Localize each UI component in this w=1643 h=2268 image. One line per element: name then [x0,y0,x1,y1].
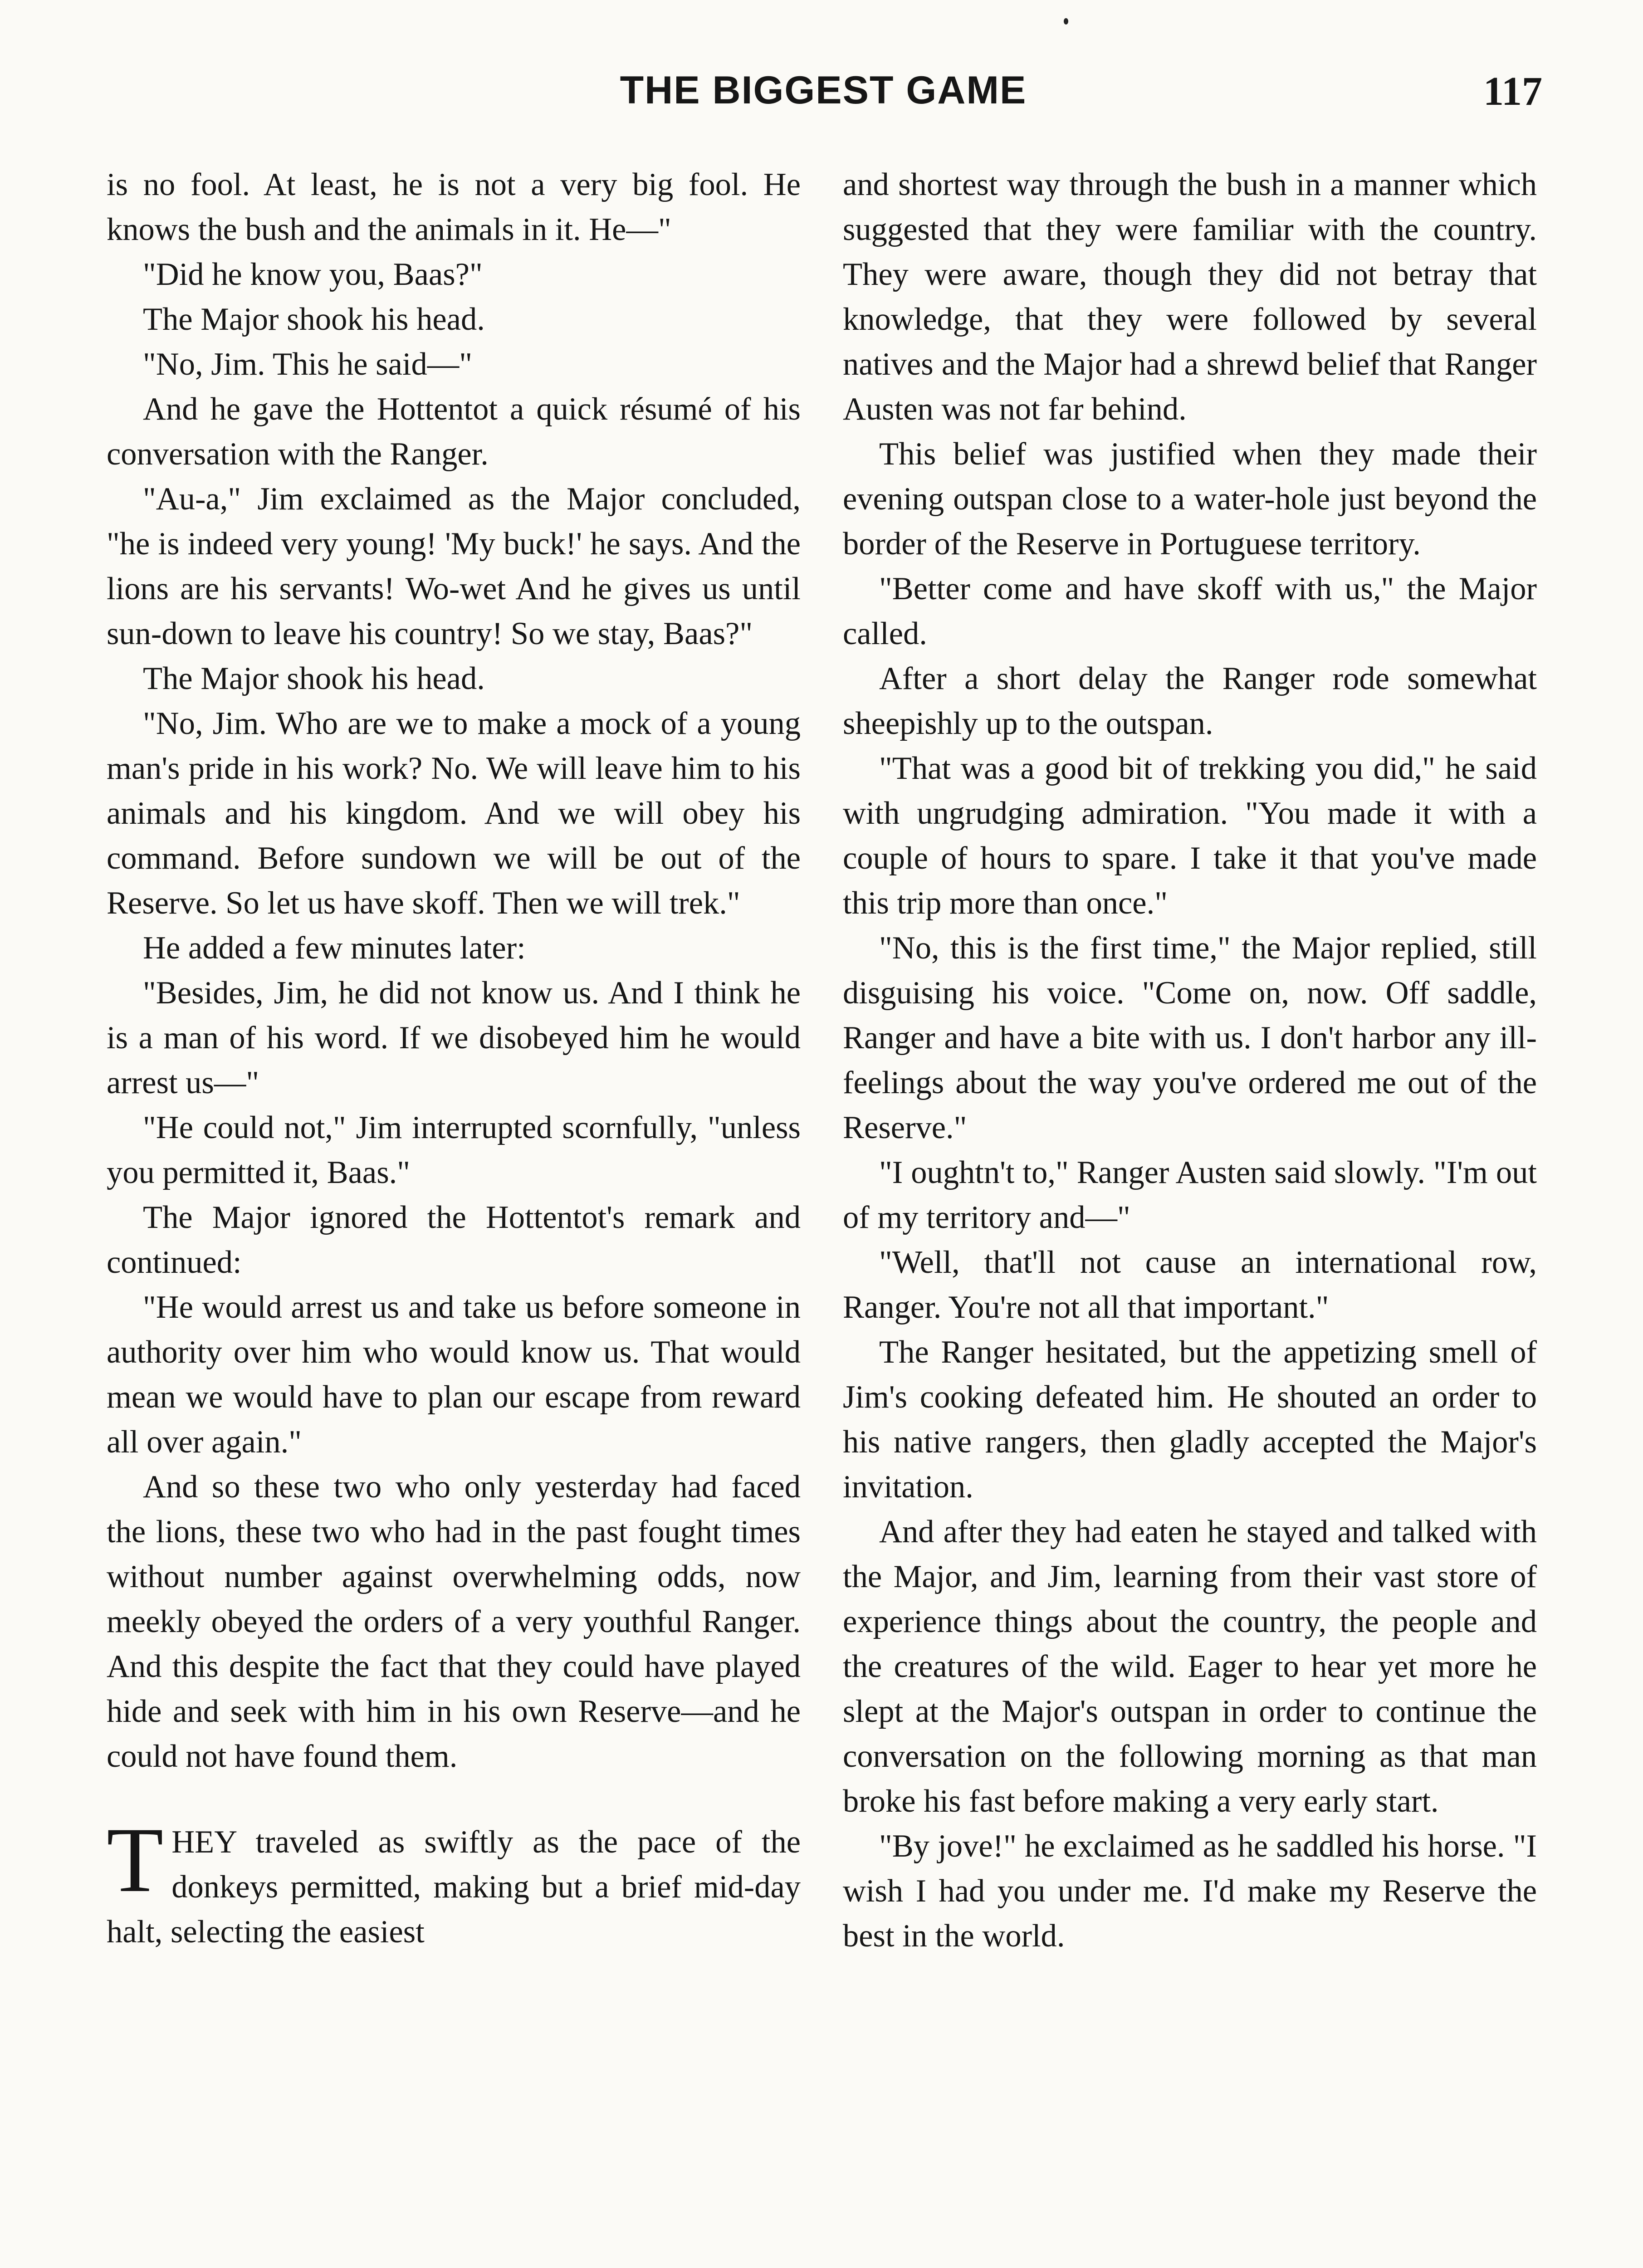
print-speck [1064,18,1068,24]
paragraph: "He could not," Jim interrupted scornfully, "unless you permitted it, Baas." [107,1110,801,1190]
paragraph: "By jove!" he exclaimed as he saddled his horse. "I wish I had you under me. I'd make my Reserve the best in the world. [843,1828,1537,1954]
paragraph: This belief was justified when they made their evening outspan close to a water-hole just beyond the border of the Reserve in Portuguese territory. [843,436,1537,562]
paragraph: The Major ignored the Hottentot's remark and continued: [107,1200,801,1280]
paragraph: He added a few minutes later: [143,930,526,966]
paragraph: After a short delay the Ranger rode somewhat sheepishly up to the outspan. [843,661,1537,741]
paragraph: and shortest way through the bush in a manner which suggested that they were familiar with the country. They were aware, though they did not betray that knowledge, that they were followed by several natives and the Major had a shrewd belief that Ranger Austen was not far behind. [843,167,1537,427]
paragraph: "Besides, Jim, he did not know us. And I think he is a man of his word. If we disobeyed him he would arrest us—" [107,975,801,1100]
paragraph: "That was a good bit of trekking you did," he said with ungrudging admiration. "You made it with a couple of hours to spare. I take it that you've made this trip more than once." [843,751,1537,921]
paragraph: And so these two who only yesterday had faced the lions, these two who had in the past fought times without number against overwhelming odds, now meekly obeyed the orders of a very youthful Ranger. And this despite the fact that they could have played hide and seek with him in his own Reserve—and he could not have found them. [107,1469,801,1774]
paragraph: "He would arrest us and take us before someone in authority over him who would know us. That would mean we would have to plan our escape from reward all over again." [107,1290,801,1460]
page-number: 117 [1483,69,1542,114]
drop-cap: T [107,1809,164,1911]
running-title: THE BIGGEST GAME [620,68,1027,112]
left-column [107,162,801,1955]
section-opening-paragraph [107,1809,801,1955]
paragraph: "I oughtn't to," Ranger Austen said slowly. "I'm out of my territory and—" [843,1155,1537,1235]
paragraph: And after they had eaten he stayed and talked with the Major, and Jim, learning from their vast store of experience things about the country, the people and the creatures of the wild. Eager to hear yet more he slept at the Major's outspan in order to continue the conversation on the following morning as that man broke his fast before making a very early start. [843,1514,1537,1819]
paragraph: The Major shook his head. [143,661,485,696]
paragraph: "Au-a," Jim exclaimed as the Major concluded, "he is indeed very young! 'My buck!' he says. And the lions are his servants! Wo-wet And he gives us until sun-down to leave his country! So we stay, Baas?" [107,481,801,651]
paragraph: "No, Jim. This he said—" [143,347,472,382]
paragraph: The Major shook his head. [143,302,485,337]
section-opening-text: HEY traveled as swiftly as the pace of the donkeys permitted, making but a brief mid-day halt, selecting the easiest [107,1824,801,1950]
paragraph: "Well, that'll not cause an international row, Ranger. You're not all that important." [843,1245,1537,1325]
paragraph: "No, this is the first time," the Major replied, still disguising his voice. "Come on, now. Off saddle, Ranger and have a bite with us. I don't harbor any ill-feelings about the way you've ordered me out of the Reserve." [843,930,1537,1145]
paragraph: "No, Jim. Who are we to make a mock of a young man's pride in his work? No. We will leave him to his animals and his kingdom. And we will obey his command. Before sundown we will be out of the Reserve. So let us have skoff. Then we will trek." [107,706,801,921]
paragraph: And he gave the Hottentot a quick résumé of his conversation with the Ranger. [107,391,801,472]
right-column [843,162,1537,1959]
paragraph: is no fool. At least, he is not a very big fool. He knows the bush and the animals in it. He—" [107,167,801,247]
page-header [104,68,1542,132]
paragraph: "Better come and have skoff with us," the Major called. [843,571,1537,651]
paragraph: "Did he know you, Baas?" [143,257,483,292]
paragraph: The Ranger hesitated, but the appetizing smell of Jim's cooking defeated him. He shouted an order to his native rangers, then gladly accepted the Major's invitation. [843,1334,1537,1505]
